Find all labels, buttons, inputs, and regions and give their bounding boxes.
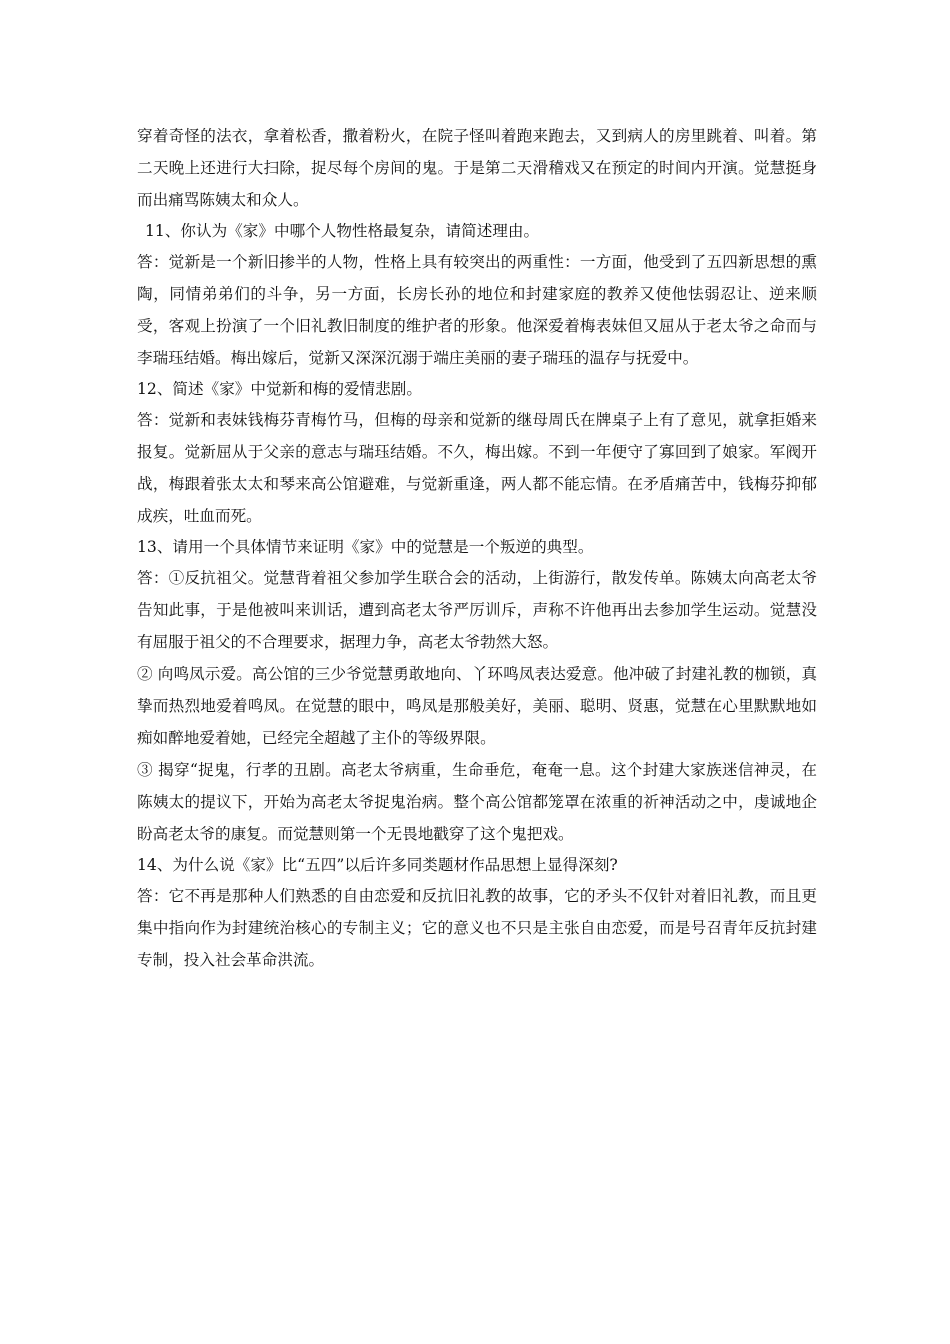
- paragraph-continuation: 穿着奇怪的法衣，拿着松香，撒着粉火，在院子怪叫着跑来跑去，又到病人的房里跳着、叫着。第二天晚上还进行大扫除，捉尽每个房间的鬼。于是第二天滑稽戏又在预定的时间内开演。觉慧挺身而出痛骂陈姨太和众人。: [137, 127, 817, 209]
- question-14: 14、为什么说《家》比“五四”以后许多同类题材作品思想上显得深刻?: [137, 856, 618, 874]
- question-13: 13、请用一个具体情节来证明《家》中的觉慧是一个叛逆的典型。: [137, 538, 594, 556]
- question-12: 12、简述《家》中觉新和梅的爱情悲剧。: [137, 380, 422, 398]
- answer-12: 答：觉新和表妹钱梅芬青梅竹马，但梅的母亲和觉新的继母周氏在牌桌子上有了意见，就拿拒婚来报复。觉新屈从于父亲的意志与瑞珏结婚。不久，梅出嫁。不到一年便守了寡回到了娘家。军阀开战，梅跟着张太太和琴来高公馆避难，与觉新重逢，两人都不能忘情。在矛盾痛苦中，钱梅芬抑郁成疾，吐血而死。: [137, 411, 817, 525]
- document-page: [137, 120, 817, 976]
- answer-14: 答：它不再是那种人们熟悉的自由恋爱和反抗旧礼教的故事，它的矛头不仅针对着旧礼教，而且更集中指向作为封建统治核心的专制主义；它的意义也不只是主张自由恋爱，而是号召青年反抗封建专制，投入社会革命洪流。: [137, 887, 817, 969]
- answer-13-point-2: ② 向鸣凤示爱。高公馆的三少爷觉慧勇敢地向、丫环鸣凤表达爱意。他冲破了封建礼教的枷锁，真挚而热烈地爱着鸣凤。在觉慧的眼中，鸣凤是那般美好，美丽、聪明、贤惠，觉慧在心里默默地如痴如醉地爱着她，已经完全超越了主仆的等级界限。: [137, 665, 817, 747]
- answer-13-point-1: 答：①反抗祖父。觉慧背着祖父参加学生联合会的活动，上街游行，散发传单。陈姨太向高老太爷告知此事，于是他被叫来训话，遭到高老太爷严厉训斥，声称不许他再出去参加学生运动。觉慧没有屈服于祖父的不合理要求，据理力争，高老太爷勃然大怒。: [137, 569, 817, 651]
- question-11: 11、你认为《家》中哪个人物性格最复杂，请简述理由。: [145, 222, 540, 240]
- answer-11: 答：觉新是一个新旧掺半的人物，性格上具有较突出的两重性：一方面，他受到了五四新思想的熏陶，同情弟弟们的斗争，另一方面，长房长孙的地位和封建家庭的教养又使他怯弱忍让、逆来顺受，客观上扮演了一个旧礼教旧制度的维护者的形象。他深爱着梅表妹但又屈从于老太爷之命而与李瑞珏结婚。梅出嫁后，觉新又深深沉溺于端庄美丽的妻子瑞珏的温存与抚爱中。: [137, 253, 817, 367]
- answer-13-point-3: ③ 揭穿“捉鬼，行孝的丑剧。高老太爷病重，生命垂危，奄奄一息。这个封建大家族迷信神灵，在陈姨太的提议下，开始为高老太爷捉鬼治病。整个高公馆都笼罩在浓重的祈神活动之中，虔诚地企盼高老太爷的康复。而觉慧则第一个无畏地戳穿了这个鬼把戏。: [137, 761, 817, 843]
